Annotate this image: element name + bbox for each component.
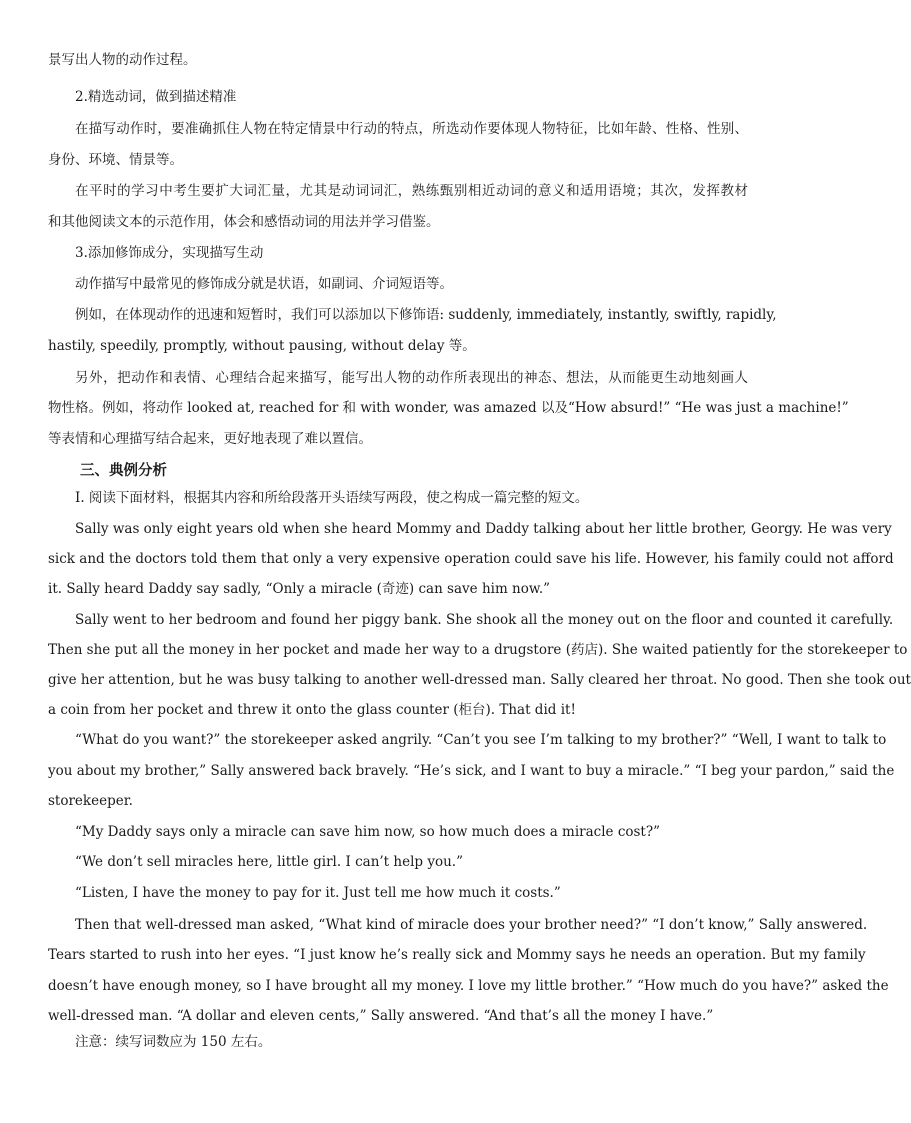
text-line: 3.添加修饰成分，实现描写生动 bbox=[75, 245, 264, 261]
text-line: Then that well-dressed man asked, “What kind of miracle does your brother need?” “I don’t know,” Sally answered. bbox=[75, 917, 868, 933]
text-line: Sally was only eight years old when she heard Mommy and Daddy talking about her little brother, Georgy. He was very bbox=[75, 521, 892, 537]
text-line: 和其他阅读文本的示范作用，体会和感悟动词的用法并学习借鉴。 bbox=[48, 214, 440, 230]
text-line: give her attention, but he was busy talking to another well-dressed man. Sally cleared her throat. No good. Then she took out bbox=[48, 672, 911, 688]
text-line: “My Daddy says only a miracle can save him now, so how much does a miracle cost?” bbox=[75, 824, 660, 840]
text-line: Tears started to rush into her eyes. “I just know he’s really sick and Mommy says he needs an operation. But my family bbox=[48, 947, 866, 963]
text-line: 2.精选动词，做到描述精准 bbox=[75, 89, 237, 105]
text-line: doesn’t have enough money, so I have brought all my money. I love my little brother.” “How much do you have?” asked the bbox=[48, 978, 889, 994]
text-line: 等表情和心理描写结合起来，更好地表现了难以置信。 bbox=[48, 431, 372, 447]
text-line: 在平时的学习中考生要扩大词汇量，尤其是动词词汇，熟练甄别相近动词的意义和适用语境；其次，发挥教材 bbox=[75, 183, 748, 199]
text-line: you about my brother,” Sally answered back bravely. “He’s sick, and I want to buy a miracle.” “I beg your pardon,” said the bbox=[48, 763, 895, 779]
text-line: “Listen, I have the money to pay for it. Just tell me how much it costs.” bbox=[75, 885, 561, 901]
text-line: storekeeper. bbox=[48, 793, 133, 809]
text-line: Ⅰ. 阅读下面材料，根据其内容和所给段落开头语续写两段，使之构成一篇完整的短文。 bbox=[75, 490, 589, 506]
text-line: 在描写动作时，要准确抓住人物在特定情景中行动的特点，所选动作要体现人物特征，比如年龄、性格、性别、 bbox=[75, 121, 748, 137]
text-line: 注意：续写词数应为 150 左右。 bbox=[75, 1034, 272, 1050]
text-line: 动作描写中最常见的修饰成分就是状语，如副词、介词短语等。 bbox=[75, 276, 453, 292]
section-heading: 三、典例分析 bbox=[80, 463, 167, 479]
text-line: hastily, speedily, promptly, without pausing, without delay 等。 bbox=[48, 338, 476, 354]
text-line: Then she put all the money in her pocket and made her way to a drugstore (药店). She waited patiently for the storekeeper to bbox=[48, 642, 908, 658]
text-line: 物性格。例如，将动作 looked at, reached for 和 with wonder, was amazed 以及“How absurd!” “He was just a machine!” bbox=[48, 400, 849, 416]
text-line: 景写出人物的动作过程。 bbox=[48, 52, 197, 68]
text-line: it. Sally heard Daddy say sadly, “Only a miracle (奇迹) can save him now.” bbox=[48, 581, 551, 597]
text-line: a coin from her pocket and threw it onto the glass counter (柜台). That did it! bbox=[48, 702, 576, 718]
text-line: well-dressed man. “A dollar and eleven cents,” Sally answered. “And that’s all the money I have.” bbox=[48, 1008, 714, 1024]
text-line: 身份、环境、情景等。 bbox=[48, 152, 183, 168]
text-line: 另外，把动作和表情、心理结合起来描写，能写出人物的动作所表现出的神态、想法，从而能更生动地刻画人 bbox=[75, 370, 748, 386]
text-line: “What do you want?” the storekeeper asked angrily. “Can’t you see I’m talking to my brother?” “Well, I want to talk to bbox=[75, 732, 887, 748]
text-line: sick and the doctors told them that only a very expensive operation could save his life. However, his family could not afford bbox=[48, 551, 894, 567]
text-line: “We don’t sell miracles here, little girl. I can’t help you.” bbox=[75, 854, 463, 870]
text-line: 例如，在体现动作的迅速和短暂时，我们可以添加以下修饰语: suddenly, immediately, instantly, swiftly, rapidly, bbox=[75, 307, 777, 323]
text-line: Sally went to her bedroom and found her piggy bank. She shook all the money out on the floor and counted it carefully. bbox=[75, 612, 894, 628]
